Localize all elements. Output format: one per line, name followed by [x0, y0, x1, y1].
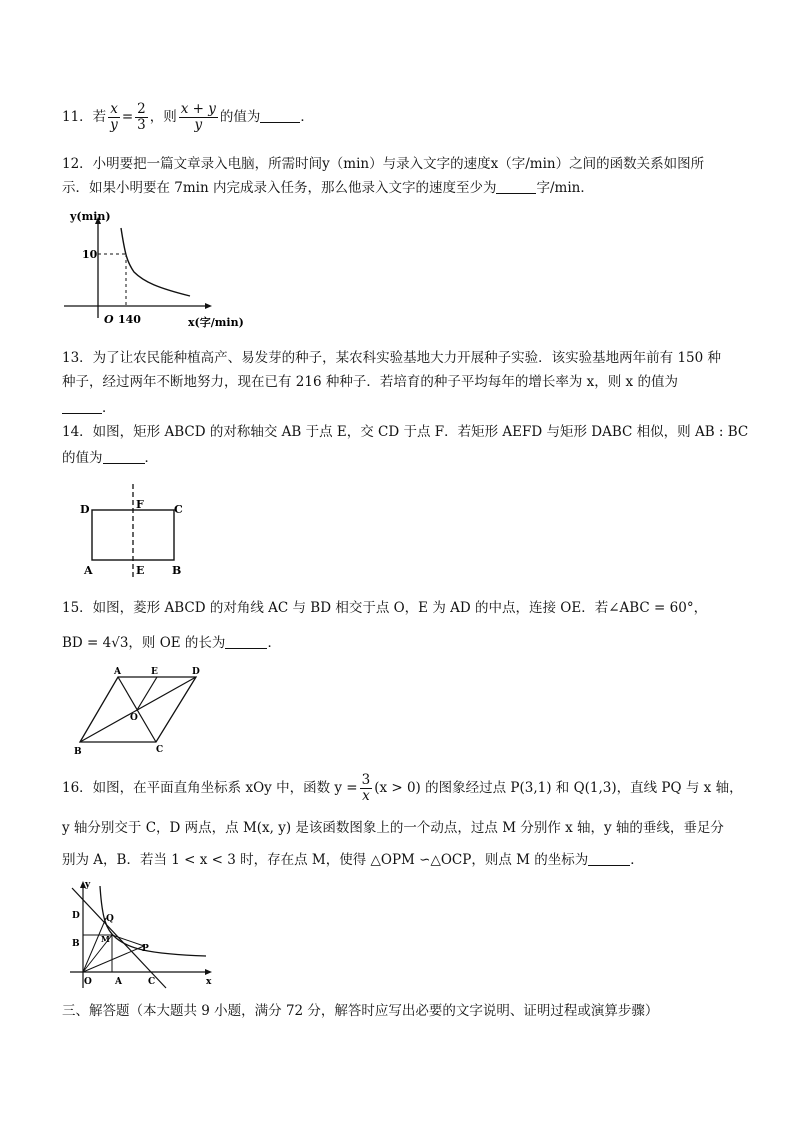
point-p-label: P — [142, 944, 149, 954]
vertex-a-label: A — [84, 564, 93, 577]
answer-blank[interactable] — [588, 851, 630, 866]
axis-y-label: y — [85, 880, 91, 890]
question-14-line-1: 14．如图，矩形 ABCD 的对称轴交 AB 于点 E，交 CD 于点 F．若矩形 AEFD 与矩形 DABC 相似，则 AB : BC — [62, 424, 749, 440]
question-16-line-1: 16．如图，在平面直角坐标系 xOy 中，函数 y = $\frac{3}{x}$ (x > 0) 的图象经过点 P(3,1) 和 Q(1,3)，直线 PQ 与 x 轴， — [62, 772, 743, 804]
answer-blank[interactable] — [260, 108, 300, 123]
question-11: 11．若 $\frac{x}{y}$ = $\frac{2}{3}$ ，则 $\frac{x + y}{y}$ 的值为 ． — [62, 101, 314, 133]
origin-o-label: O — [84, 977, 92, 987]
question-15-line-1: 15．如图，菱形 ABCD 的对角线 AC 与 BD 相交于点 O，E 为 AD 的中点，连接 OE．若∠ABC = 60°， — [62, 600, 708, 616]
fraction-x-plus-y-over-y: $\frac{x + y}{y}$ — [180, 101, 216, 133]
point-c-label: C — [148, 977, 156, 987]
vertex-b-label: B — [74, 747, 82, 756]
q15-rhombus-figure — [72, 664, 208, 756]
question-12-line-2: 示．如果小明要在 7min 内完成录入任务，那么他录入文字的速度至少为 字/min． — [62, 180, 594, 196]
graph-x-axis-label: x(字/min) — [188, 316, 244, 329]
vertex-a-label: A — [114, 667, 121, 677]
answer-blank[interactable] — [103, 449, 145, 464]
point-d-label: D — [72, 911, 80, 921]
vertex-c-label: C — [174, 503, 183, 516]
point-b-label: B — [72, 939, 80, 949]
question-15-line-2: BD = 4√3，则 OE 的长为 ． — [62, 635, 281, 651]
answer-blank[interactable] — [62, 399, 102, 414]
question-14-line-2: 的值为 ． — [62, 450, 158, 466]
answer-blank[interactable] — [225, 634, 267, 649]
point-e-label: E — [151, 667, 158, 677]
axis-x-label: x — [206, 977, 212, 987]
vertex-d-label: D — [80, 503, 90, 516]
graph-y-tick-10: 10 — [82, 248, 98, 261]
section-3-heading: 三、解答题（本大题共 9 小题，满分 72 分，解答时应写出必要的文字说明、证明过程或演算步骤） — [62, 1003, 659, 1019]
point-f-label: F — [136, 498, 144, 511]
point-a-label: A — [115, 977, 122, 987]
question-13-line-2: 种子，经过两年不断地努力，现在已有 216 种种子．若培育的种子平均每年的增长率为 x，则 x 的值为 — [62, 374, 678, 390]
q12-function-graph — [60, 206, 260, 332]
question-13-line-1: 13．为了让农民能种植高产、易发芽的种子，某农科实验基地大力开展种子实验．该实验基地两年前有 150 种 — [62, 350, 722, 366]
vertex-d-label: D — [192, 667, 200, 677]
question-12-line-1: 12．小明要把一篇文章录入电脑，所需时间y（min）与录入文字的速度x（字/min）之间的函数关系如图所 — [62, 156, 705, 172]
fraction-x-over-y: $\frac{x}{y}$ — [110, 101, 118, 133]
point-q-label: Q — [106, 914, 114, 924]
q14-rectangle-figure — [74, 482, 194, 582]
q16-coordinate-figure — [66, 878, 216, 990]
vertex-c-label: C — [156, 745, 164, 755]
graph-origin-label: O — [104, 313, 114, 326]
point-o-label: O — [130, 713, 138, 723]
question-16-line-3: 别为 A，B．若当 1 < x < 3 时，存在点 M，使得 △OPM ∽△OCP，则点 M 的坐标为 ． — [62, 852, 644, 868]
question-13-line-3: ． — [62, 398, 116, 418]
fraction-3-over-x: $\frac{3}{x}$ — [361, 772, 371, 804]
fraction-2-over-3: $\frac{2}{3}$ — [137, 101, 146, 133]
point-m-label: M — [101, 934, 110, 944]
vertex-b-label: B — [172, 564, 182, 577]
answer-blank[interactable] — [496, 179, 536, 194]
question-16-line-2: y 轴分别交于 C，D 两点，点 M(x, y) 是该函数图象上的一个动点，过点 M 分别作 x 轴，y 轴的垂线，垂足分 — [62, 820, 724, 836]
graph-y-axis-label: y(min) — [70, 210, 111, 223]
graph-x-tick-140: 140 — [118, 313, 141, 326]
point-e-label: E — [136, 564, 145, 577]
